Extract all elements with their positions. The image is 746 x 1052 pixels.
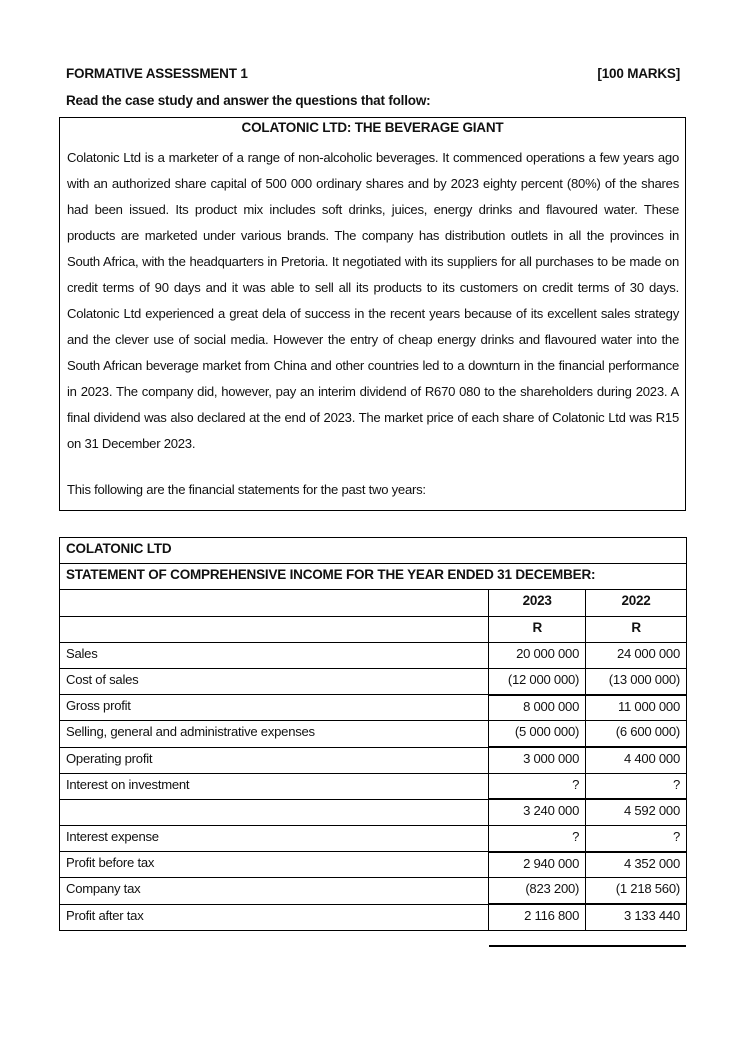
row-label: Company tax: [60, 878, 489, 904]
value-2023: 3 000 000: [489, 747, 586, 773]
value-2022: 4 592 000: [586, 799, 687, 825]
row-label: [60, 799, 489, 825]
year-2023-header: 2023: [489, 590, 586, 616]
year-2022-header: 2022: [586, 590, 687, 616]
row-label: Selling, general and administrative expenses: [60, 721, 489, 747]
value-2022: 4 352 000: [586, 852, 687, 878]
table-row: [60, 826, 687, 852]
value-2022: (13 000 000): [586, 668, 687, 694]
case-study-body: [67, 145, 679, 457]
currency-2022: R: [586, 616, 687, 642]
table-row: [60, 721, 687, 747]
currency-row: [60, 616, 687, 642]
row-label: Interest expense: [60, 826, 489, 852]
table-row: [60, 852, 687, 878]
blank-cell: [60, 616, 489, 642]
blank-cell: [60, 590, 489, 616]
case-study-footer: This following are the financial statements for the past two years:: [67, 482, 426, 497]
value-2022: 4 400 000: [586, 747, 687, 773]
value-2023: (5 000 000): [489, 721, 586, 747]
value-2022: ?: [586, 773, 687, 799]
value-2023: 20 000 000: [489, 642, 586, 668]
table-row: [60, 668, 687, 694]
case-study-title: COLATONIC LTD: THE BEVERAGE GIANT: [241, 120, 504, 135]
table-row: [60, 773, 687, 799]
row-label: Profit before tax: [60, 852, 489, 878]
row-label: Operating profit: [60, 747, 489, 773]
value-2023: 3 240 000: [489, 799, 586, 825]
value-2023: 2 116 800: [489, 904, 586, 930]
value-2022: (1 218 560): [586, 878, 687, 904]
case-study-paragraph: Colatonic Ltd is a marketer of a range of non-alcoholic beverages. It commenced operations a few years ago with an authorized share capital of 500 000 ordinary shares and by 2023 eighty percent (80%) of the shares had been issued. Its product mix includes soft drinks, juices, energy drinks and flavoured water. These products are marketed under various brands. The company has distribution outlets in all the provinces in South Africa, with the headquarters in Pretoria. It negotiated with its suppliers for all purchases to be made on credit terms of 90 days and it was able to sell all its products to its customers on credit terms of 30 days. Colatonic Ltd experienced a great dela of success in the recent years because of its excellent sales strategy and the clever use of social media. However the entry of cheap energy drinks and flavoured water into the South African beverage market from China and other countries led to a downturn in the financial performance in 2023. The company did, however, pay an interim dividend of R670 080 to the shareholders during 2023. A final dividend was also declared at the end of 2023. The market price of each share of Colatonic Ltd was R15 on 31 December 2023.: [67, 150, 679, 451]
value-2023: 8 000 000: [489, 695, 586, 721]
table-row: [60, 878, 687, 904]
year-header-row: [60, 590, 687, 616]
value-2022: ?: [586, 826, 687, 852]
value-2022: 24 000 000: [586, 642, 687, 668]
table-row: [60, 747, 687, 773]
company-row: [60, 538, 687, 564]
income-statement-table: [59, 537, 687, 931]
value-2023: (12 000 000): [489, 668, 586, 694]
total-marks: [100 MARKS]: [597, 66, 680, 81]
value-2023: (823 200): [489, 878, 586, 904]
value-2023: 2 940 000: [489, 852, 586, 878]
instruction-text: Read the case study and answer the questions that follow:: [66, 93, 431, 108]
row-label: Interest on investment: [60, 773, 489, 799]
value-2023: ?: [489, 773, 586, 799]
row-label: Profit after tax: [60, 904, 489, 930]
case-study-box: [59, 117, 686, 511]
row-label: Cost of sales: [60, 668, 489, 694]
table-row: [60, 695, 687, 721]
table-row: [60, 799, 687, 825]
currency-2023: R: [489, 616, 586, 642]
row-label: Gross profit: [60, 695, 489, 721]
value-2022: 11 000 000: [586, 695, 687, 721]
value-2022: 3 133 440: [586, 904, 687, 930]
table-row: [60, 904, 687, 930]
company-name: COLATONIC LTD: [60, 538, 687, 564]
row-label: Sales: [60, 642, 489, 668]
page-header: [66, 66, 680, 81]
value-2022: (6 600 000): [586, 721, 687, 747]
table-row: [60, 642, 687, 668]
value-2023: ?: [489, 826, 586, 852]
assessment-title: FORMATIVE ASSESSMENT 1: [66, 66, 248, 81]
statement-title-row: [60, 564, 687, 590]
statement-title: STATEMENT OF COMPREHENSIVE INCOME FOR THE YEAR ENDED 31 DECEMBER:: [60, 564, 687, 590]
total-double-underline: [489, 945, 686, 947]
